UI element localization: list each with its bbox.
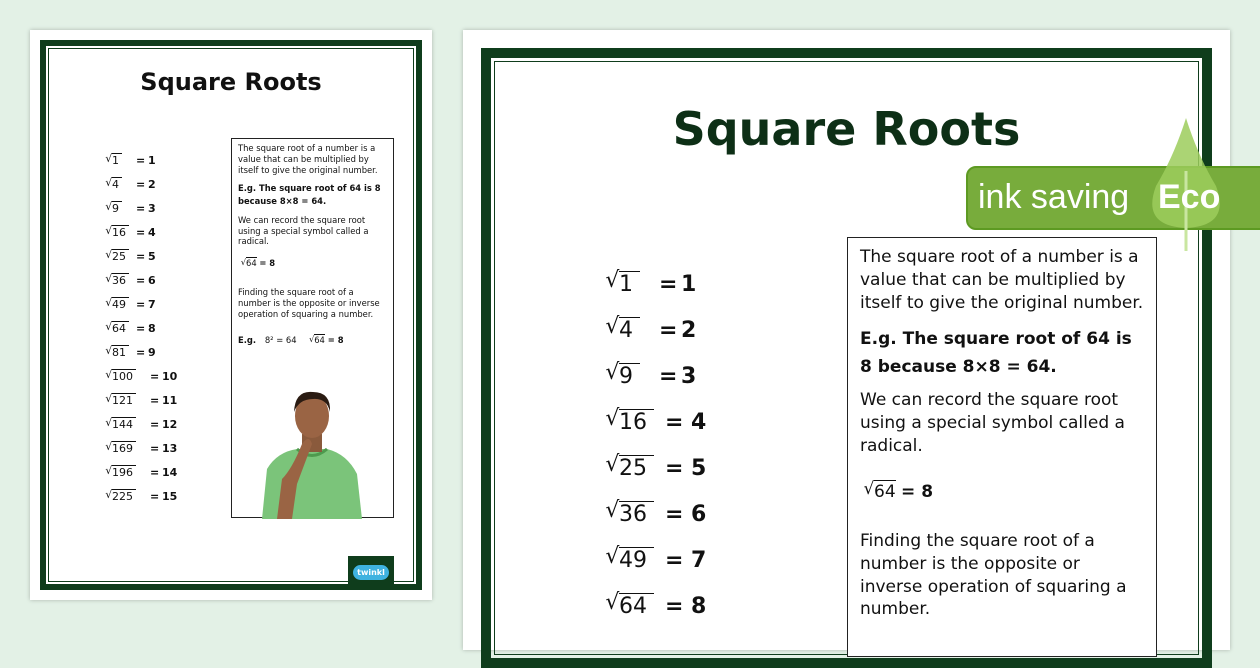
root-value: 7 — [691, 547, 707, 573]
inverse-text: Finding the square root of a number is the opposite or inverse operation of squaring a number. — [860, 530, 1127, 620]
equals: = — [136, 249, 146, 263]
root-item — [619, 408, 707, 437]
eg-result: = 8 — [327, 335, 344, 346]
radicand: √ 81 — [112, 345, 129, 359]
radicand: √ 64 — [619, 593, 654, 619]
example-text: E.g. The square root of 64 is 8 because 8×8 = 64. — [860, 328, 1132, 377]
eg-label: E.g. — [238, 335, 257, 346]
radicand: √ 25 — [619, 455, 654, 481]
root-item — [112, 225, 156, 240]
example-text: E.g. The square root of 64 is 8 because 8×8 = 64. — [238, 182, 381, 207]
root-value: 4 — [148, 225, 156, 239]
twinkl-logo — [348, 556, 394, 588]
radicand: √ 25 — [112, 249, 129, 263]
root-value: 9 — [148, 345, 156, 359]
equals: = — [665, 409, 684, 435]
worksheet-thumbnail[interactable] — [30, 30, 432, 600]
root-value: 5 — [148, 249, 156, 263]
root-item — [112, 345, 156, 360]
worksheet-preview — [463, 30, 1230, 650]
radicand: √ 225 — [112, 489, 136, 503]
root-item — [619, 500, 707, 529]
equals: = — [136, 345, 146, 359]
badge-label: ink saving — [978, 178, 1130, 216]
equals: = — [659, 271, 678, 297]
info-box — [847, 237, 1157, 657]
root-item — [619, 592, 707, 621]
root-value: 3 — [681, 363, 697, 389]
root-item — [112, 441, 178, 456]
root-value: 8 — [148, 321, 156, 335]
root-value: 2 — [681, 317, 697, 343]
equals: = — [136, 321, 146, 335]
equals: = — [136, 297, 146, 311]
radicand: √ 64 — [246, 257, 257, 269]
equals: = — [150, 393, 160, 407]
root-value: 6 — [691, 501, 707, 527]
root-item — [112, 249, 156, 264]
equals: = — [136, 153, 146, 167]
radical-example — [246, 257, 387, 269]
root-value: 15 — [162, 489, 178, 503]
radicand: √ 9 — [112, 201, 122, 215]
radical-example — [874, 480, 1144, 504]
root-item — [112, 177, 156, 192]
radicand: √ 9 — [619, 363, 640, 389]
root-value: 4 — [691, 409, 707, 435]
radicand: √ 4 — [619, 317, 640, 343]
equals: = — [659, 317, 678, 343]
radicand: √ 4 — [112, 177, 122, 191]
definition-text: The square root of a number is a value that can be multiplied by itself to give the original number. — [238, 143, 378, 175]
equals: = — [150, 489, 160, 503]
root-item — [112, 393, 178, 408]
root-item — [619, 454, 707, 483]
root-value: 14 — [162, 465, 178, 479]
radicand: √ 16 — [112, 225, 129, 239]
root-item — [112, 273, 156, 288]
root-item — [112, 465, 178, 480]
root-item — [112, 489, 178, 504]
info-box — [231, 138, 394, 518]
root-item — [112, 321, 156, 336]
radicand: √ 1 — [619, 271, 640, 297]
root-value: 2 — [148, 177, 156, 191]
ink-saving-badge — [966, 166, 1260, 230]
radicand: √ 169 — [112, 441, 136, 455]
radical-text: We can record the square root using a special symbol called a radical. — [860, 389, 1125, 456]
root-value: 10 — [162, 369, 178, 383]
equals: = — [665, 593, 684, 619]
inverse-example — [238, 334, 387, 346]
logo-text: twinkl — [353, 565, 389, 580]
radicand: √ 196 — [112, 465, 136, 479]
radical-result: = 8 — [259, 258, 276, 269]
equals: = — [136, 177, 146, 191]
radicand: √ 64 — [874, 480, 896, 504]
root-value: 5 — [691, 455, 707, 481]
root-value: 6 — [148, 273, 156, 287]
root-value: 8 — [691, 593, 707, 619]
radicand: √ 121 — [112, 393, 136, 407]
root-value: 12 — [162, 417, 178, 431]
radicand: √ 16 — [619, 409, 654, 435]
radical-result: = 8 — [901, 481, 934, 502]
root-item — [619, 546, 707, 575]
radicand: √ 36 — [112, 273, 129, 287]
radicand: √ 64 — [112, 321, 129, 335]
equals: = — [136, 225, 146, 239]
equals: = — [150, 369, 160, 383]
equals: = — [136, 201, 146, 215]
equals: = — [659, 363, 678, 389]
radicand: √ 1 — [112, 153, 122, 167]
root-value: 7 — [148, 297, 156, 311]
root-item — [619, 362, 697, 391]
root-item — [112, 201, 156, 216]
thinking-boy-illustration — [257, 384, 367, 519]
page-title: Square Roots — [140, 68, 322, 96]
root-value: 13 — [162, 441, 178, 455]
equals: = — [150, 417, 160, 431]
page-title: Square Roots — [672, 102, 1021, 156]
equals: = — [665, 455, 684, 481]
radicand: √ 49 — [619, 547, 654, 573]
definition-text: The square root of a number is a value that can be multiplied by itself to give the original number. — [860, 247, 1144, 313]
root-value: 11 — [162, 393, 178, 407]
root-item — [112, 153, 156, 168]
root-item — [619, 316, 697, 345]
inverse-text: Finding the square root of a number is the opposite or inverse operation of squaring a number. — [238, 287, 380, 320]
root-value: 1 — [148, 153, 156, 167]
root-value: 3 — [148, 201, 156, 215]
root-item — [112, 297, 156, 312]
root-item — [619, 270, 697, 299]
equals: = — [665, 501, 684, 527]
radical-text: We can record the square root using a special symbol called a radical. — [238, 214, 369, 247]
root-item — [112, 369, 178, 384]
radicand: √ 36 — [619, 501, 654, 527]
radicand: √ 144 — [112, 417, 136, 431]
eg-radicand: √ 64 — [314, 334, 325, 346]
root-item — [112, 417, 178, 432]
equals: = — [665, 547, 684, 573]
eco-label: Eco — [1158, 178, 1221, 216]
radicand: √ 100 — [112, 369, 136, 383]
equals: = — [136, 273, 146, 287]
equals: = — [150, 465, 160, 479]
radicand: √ 49 — [112, 297, 129, 311]
root-value: 1 — [681, 271, 697, 297]
equals: = — [150, 441, 160, 455]
eg-square: 8² = 64 — [264, 335, 297, 346]
